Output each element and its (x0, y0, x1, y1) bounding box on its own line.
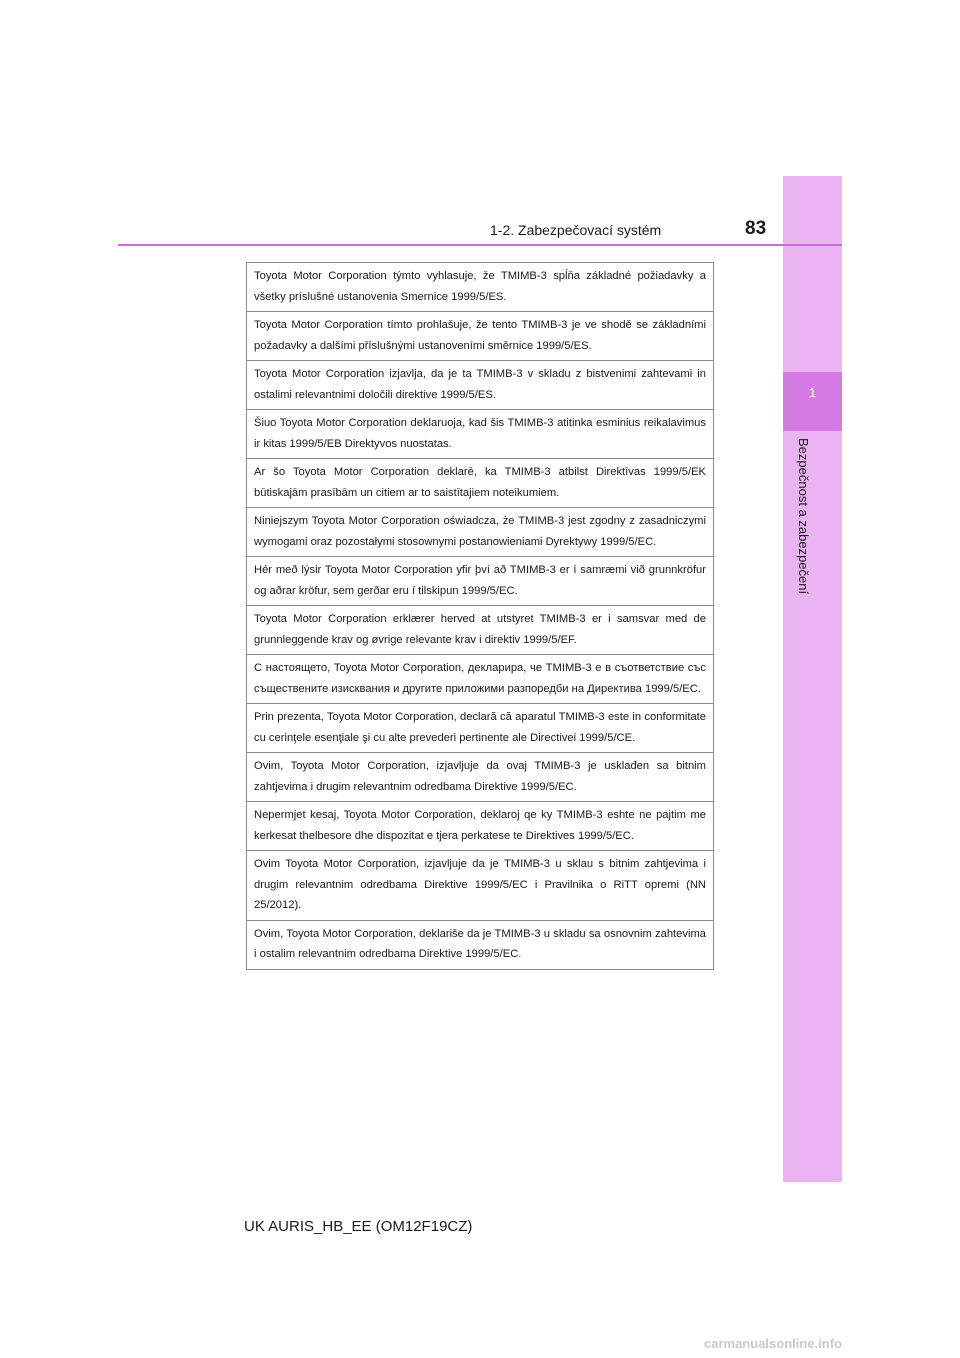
section-title: 1-2. Zabezpečovací systém (490, 222, 662, 238)
declaration-slovenian: Toyota Motor Corporation izjavlja, da je ta TMIMB-3 v skladu z bistvenimi zahtevami in ostalimi relevantnimi določili direktive 1999/5/ES. (247, 361, 713, 410)
declaration-lithuanian: Šiuo Toyota Motor Corporation deklaruoja, kad šis TMIMB-3 atitinka esminius reikalavimus ir kitas 1999/5/EB Direktyvos nuostatas. (247, 410, 713, 459)
chapter-side-tab (783, 176, 842, 1182)
declaration-albanian: Nepermjet kesaj, Toyota Motor Corporation, deklaroj qe ky TMIMB-3 eshte ne pajtim me kerkesat thelbesore dhe dispozitat e tjera perkatese te Direktives 1999/5/EC. (247, 802, 713, 851)
chapter-number: 1 (808, 385, 817, 400)
declaration-romanian: Prin prezenta, Toyota Motor Corporation, declară că aparatul TMIMB-3 este in conformitate cu cerinţele esenţiale şi cu alte prevederi pertinente ale Directivei 1999/5/CE. (247, 704, 713, 753)
header-divider (118, 244, 842, 246)
declaration-czech: Toyota Motor Corporation tímto prohlašuje, že tento TMIMB-3 je ve shodě se základními požadavky a dalšími příslušnými ustanoveními směrnice 1999/5/ES. (247, 312, 713, 361)
declaration-polish: Niniejszym Toyota Motor Corporation oświadcza, że TMIMB-3 jest zgodny z zasadniczymi wymogami oraz pozostałymi stosownymi postanowieniami Dyrektywy 1999/5/EC. (247, 508, 713, 557)
declaration-table (246, 262, 714, 970)
declaration-bulgarian: С настоящето, Toyota Motor Corporation, декларира, че TMIMB-3 е в съответствие със съществените изисквания и другите приложими разпоредби на Директива 1999/5/EC. (247, 655, 713, 704)
chapter-title: Bezpečnost a zabezpečení (796, 438, 811, 595)
declaration-croatian: Ovim Toyota Motor Corporation, izjavljuje da je TMIMB-3 u sklau s bitnim zahtjevima i drugim relevantnim odredbama Direktive 1999/5/EC i Pravilnika o RiTT opremi (NN 25/2012). (247, 851, 713, 921)
watermark: carmanualsonline.info (704, 1336, 842, 1351)
declaration-icelandic: Hér með lýsir Toyota Motor Corporation yfir því að TMIMB-3 er í samræmi við grunnkröfur og aðrar kröfur, sem gerðar eru í tilskipun 1999/5/EC. (247, 557, 713, 606)
declaration-latvian: Ar šo Toyota Motor Corporation deklarē, ka TMIMB-3 atbilst Direktīvas 1999/5/EK būtiskajām prasībām un citiem ar to saistītajiem noteikumiem. (247, 459, 713, 508)
document-code: UK AURIS_HB_EE (OM12F19CZ) (244, 1218, 473, 1235)
declaration-bosnian: Ovim, Toyota Motor Corporation, izjavljuje da ovaj TMIMB-3 je usklađen sa bitnim zahtjevima i drugim relevantnim odredbama Direktive 1999/5/EC. (247, 753, 713, 802)
chapter-number-box (783, 372, 842, 431)
chapter-title-vertical (796, 438, 816, 638)
declaration-serbian: Ovim, Toyota Motor Corporation, deklariše da je TMIMB-3 u skladu sa osnovnim zahtevima i ostalim relevantnim odredbama Direktive 1999/5/EC. (247, 921, 713, 970)
declaration-norwegian: Toyota Motor Corporation erklærer herved at utstyret TMIMB-3 er i samsvar med de grunnleggende krav og øvrige relevante krav i direktiv 1999/5/EF. (247, 606, 713, 655)
declaration-slovak: Toyota Motor Corporation týmto vyhlasuje, že TMIMB-3 spĺňa základné požiadavky a všetky príslušné ustanovenia Smernice 1999/5/ES. (247, 263, 713, 312)
page-number: 83 (745, 218, 767, 239)
